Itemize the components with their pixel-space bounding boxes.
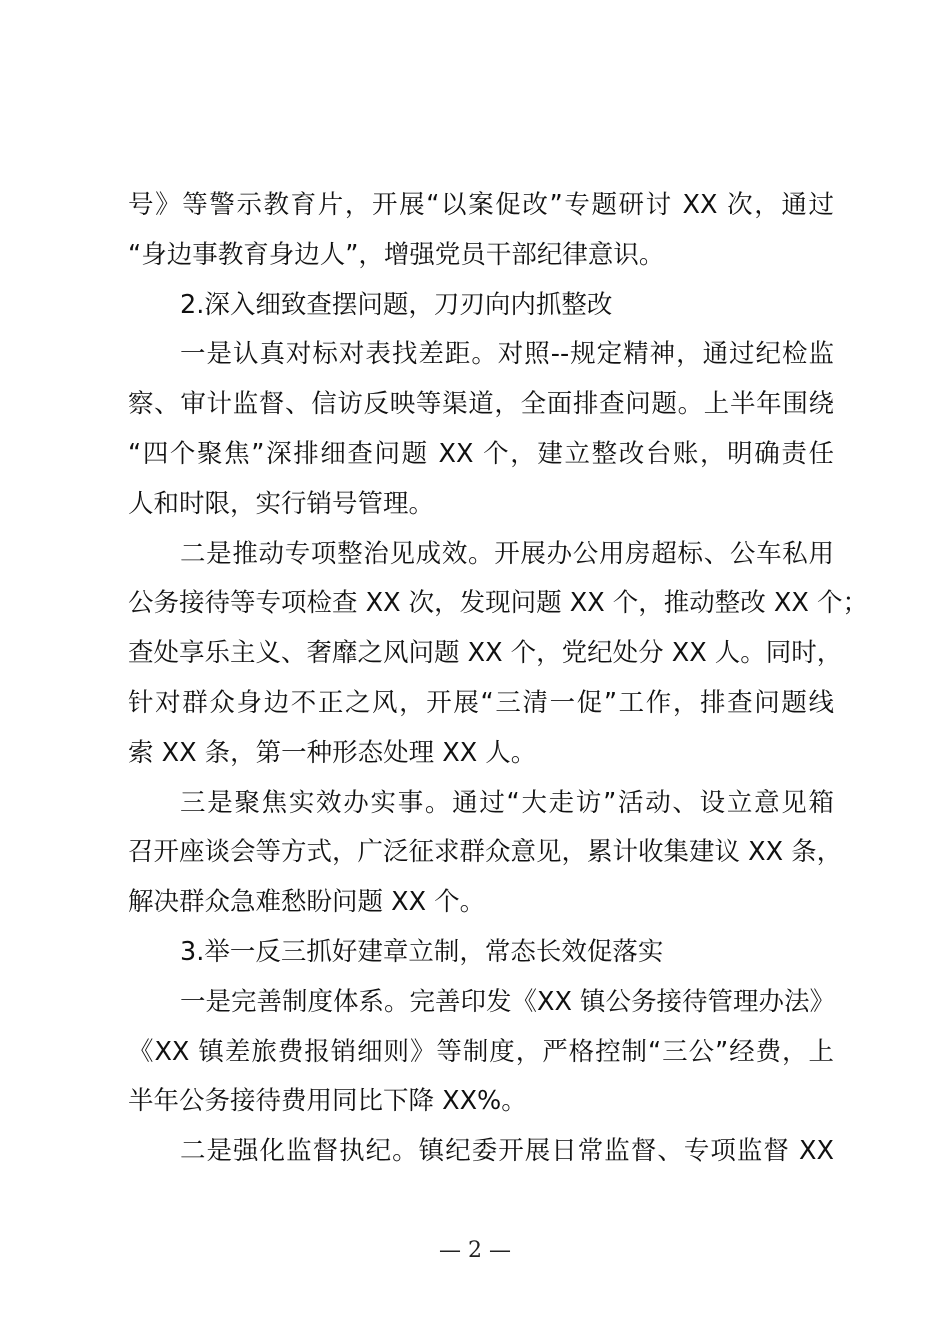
text-line-12: 索 XX 条，第一种形态处理 XX 人。 <box>128 737 537 768</box>
document-body <box>128 181 868 1177</box>
text-line-16: 3.举一反三抓好建章立制，常态长效促落实 <box>180 936 664 967</box>
text-line-5: 察、审计监督、信访反映等渠道，全面排查问题。上半年围绕 <box>128 389 834 420</box>
text-line-19: 半年公务接待费用同比下降 XX%。 <box>128 1086 527 1117</box>
text-line-13: 三是聚焦实效办实事。通过“大走访”活动、设立意见箱 <box>180 787 834 818</box>
text-line-9: 公务接待等专项检查 XX 次，发现问题 XX 个，推动整改 XX 个； <box>128 588 868 619</box>
text-line-10: 查处享乐主义、奢靡之风问题 XX 个，党纪处分 XX 人。同时， <box>128 638 843 669</box>
text-line-18: 《XX 镇差旅费报销细则》等制度，严格控制“三公”经费，上 <box>128 1036 834 1067</box>
text-line-4: 一是认真对标对表找差距。对照--规定精神，通过纪检监 <box>180 339 834 370</box>
text-line-2: “身边事教育身边人”，增强党员干部纪律意识。 <box>128 239 665 270</box>
text-line-15: 解决群众急难愁盼问题 XX 个。 <box>128 887 486 918</box>
text-line-17: 一是完善制度体系。完善印发《XX 镇公务接待管理办法》 <box>180 986 836 1017</box>
text-line-6: “四个聚焦”深排细查问题 XX 个，建立整改台账，明确责任 <box>128 438 834 469</box>
text-line-20: 二是强化监督执纪。镇纪委开展日常监督、专项监督 XX <box>180 1136 834 1167</box>
text-line-14: 召开座谈会等方式，广泛征求群众意见，累计收集建议 XX 条， <box>128 837 843 868</box>
text-line-7: 人和时限，实行销号管理。 <box>128 488 435 519</box>
page-number: — 2 — <box>439 1238 511 1263</box>
text-line-3: 2.深入细致查摆问题，刀刃向内抓整改 <box>180 289 613 320</box>
text-line-1: 号》等警示教育片，开展“以案促改”专题研讨 XX 次，通过 <box>128 190 834 220</box>
text-line-11: 针对群众身边不正之风，开展“三清一促”工作，排查问题线 <box>128 687 834 718</box>
text-line-8: 二是推动专项整治见成效。开展办公用房超标、公车私用 <box>180 538 834 569</box>
